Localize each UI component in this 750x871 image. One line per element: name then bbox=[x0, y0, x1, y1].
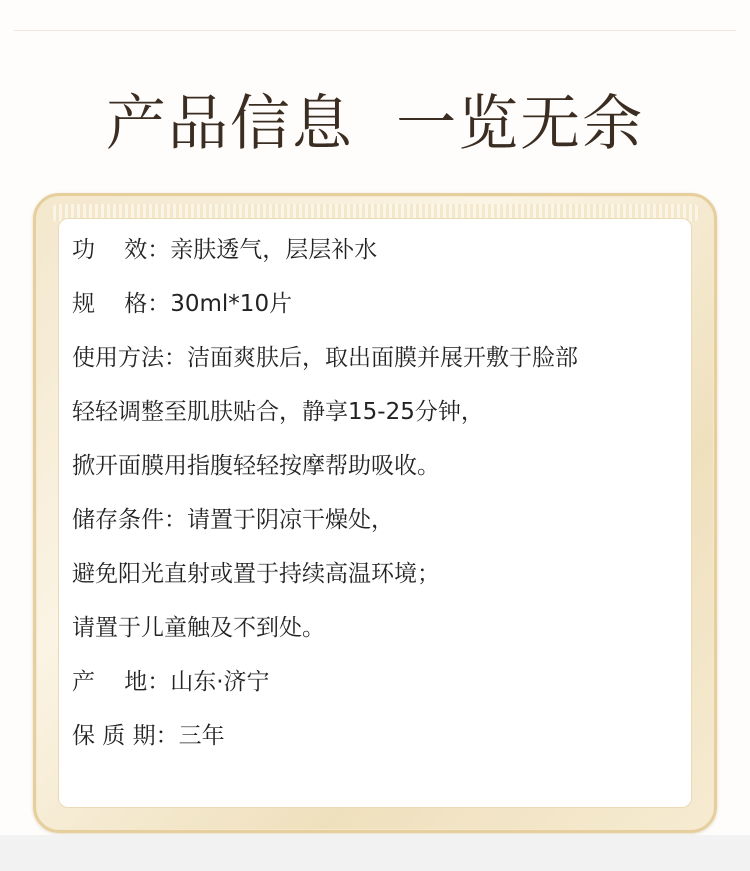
info-line-usage-3: 掀开面膜用指腹轻轻按摩帮助吸收。 bbox=[72, 453, 440, 479]
info-line-usage: 使用方法：洁面爽肤后，取出面膜并展开敷于脸部 bbox=[72, 345, 578, 371]
info-line-spec: 规 格：30ml*10片 bbox=[72, 291, 293, 317]
info-line-effect: 功 效：亲肤透气，层层补水 bbox=[72, 237, 378, 263]
info-line-storage-2: 避免阳光直射或置于持续高温环境； bbox=[72, 561, 440, 587]
info-line-storage-3: 请置于儿童触及不到处。 bbox=[72, 615, 325, 641]
bottom-band bbox=[0, 835, 750, 871]
info-line-storage: 储存条件：请置于阴凉干燥处， bbox=[72, 507, 394, 533]
info-line-shelf-life: 保 质 期：三年 bbox=[72, 723, 225, 749]
info-line-origin: 产 地：山东·济宁 bbox=[72, 669, 270, 695]
top-divider bbox=[14, 30, 736, 31]
info-line-usage-2: 轻轻调整至肌肤贴合，静享15-25分钟， bbox=[72, 399, 484, 425]
page-title: 产品信息 一览无余 bbox=[105, 89, 645, 159]
